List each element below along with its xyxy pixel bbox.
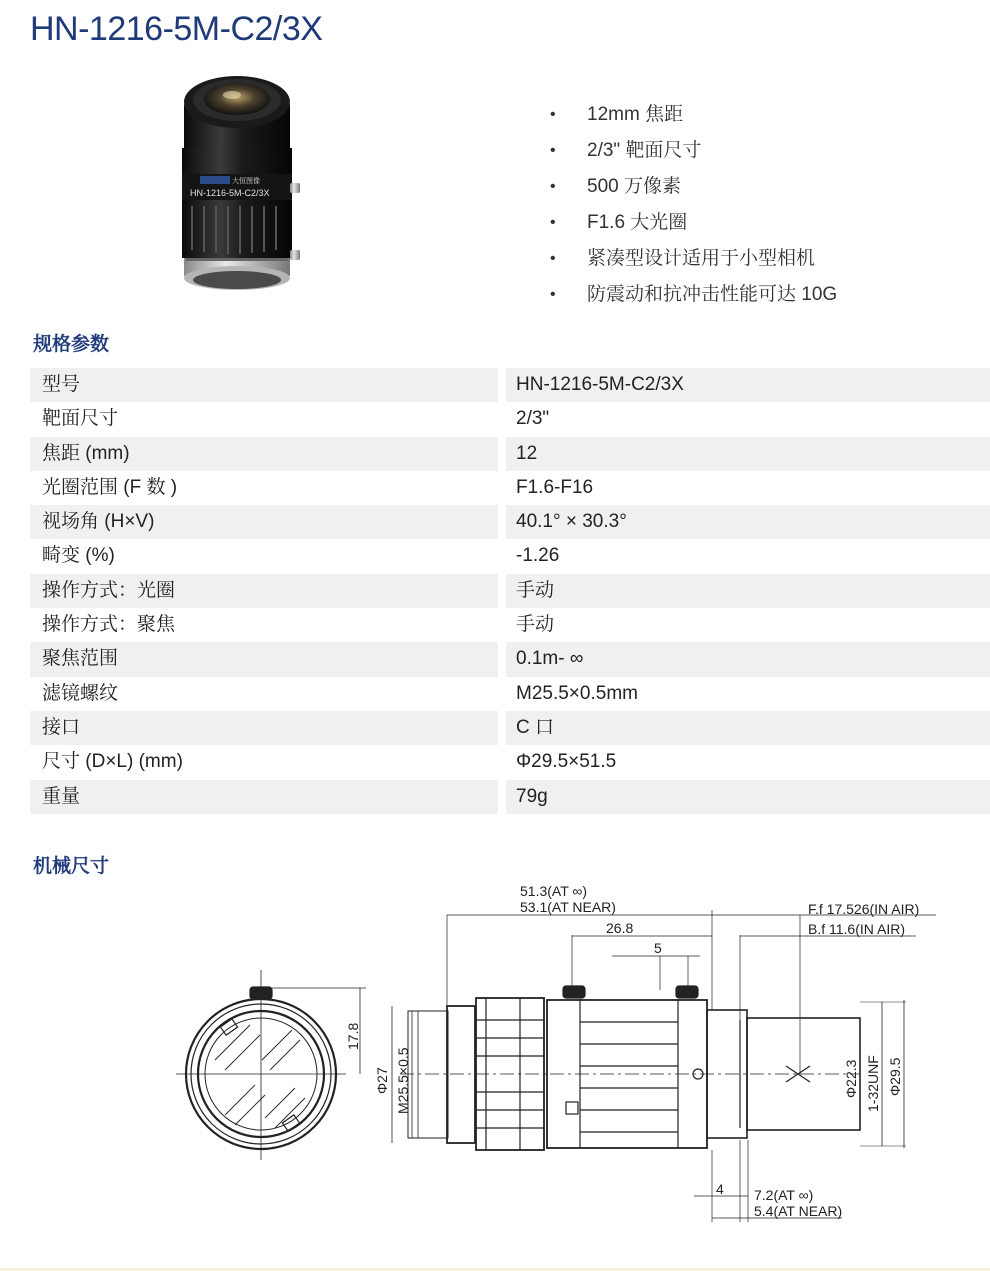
feature-item: • 12mm 焦距 (550, 100, 837, 136)
spec-row (30, 642, 990, 676)
spec-row (30, 539, 990, 573)
spec-row (30, 780, 990, 814)
dim-total-near: 53.1(AT NEAR) (520, 899, 616, 915)
spec-value: C 口 (506, 711, 990, 745)
spec-value: 2/3" (516, 408, 550, 430)
spec-row (30, 745, 990, 779)
spec-table (30, 368, 990, 814)
feature-item: • F1.6 大光圈 (550, 208, 837, 244)
dim-filter-thread: M25.5×0.5 (395, 1047, 411, 1114)
dim-17-8: 17.8 (345, 1022, 361, 1050)
spec-row (30, 608, 990, 642)
dim-front-focal: F.f 17.526(IN AIR) (808, 901, 920, 917)
dim-4: 4 (716, 1181, 724, 1197)
lens-product-image (172, 68, 302, 300)
spec-value: 79g (506, 780, 990, 814)
spec-key: 操作方式：聚焦 (42, 614, 176, 636)
dim-bottom-near: 5.4(AT NEAR) (754, 1203, 843, 1219)
spec-row (30, 471, 990, 505)
spec-row (30, 574, 990, 608)
spec-key: 尺寸 (D×L) (mm) (42, 751, 183, 773)
spec-row (30, 711, 990, 745)
feature-item: • 紧凑型设计适用于小型相机 (550, 244, 837, 280)
spec-key: 焦距 (mm) (30, 437, 498, 471)
spec-key: 接口 (30, 711, 498, 745)
spec-key: 操作方式：光圈 (30, 574, 498, 608)
spec-value: F1.6-F16 (516, 476, 594, 498)
spec-value: 手动 (516, 614, 555, 636)
spec-key: 重量 (30, 780, 498, 814)
spec-value: 12 (506, 437, 990, 471)
spec-row (30, 402, 990, 436)
spec-value: 0.1m- ∞ (506, 642, 990, 676)
feature-list (550, 100, 837, 316)
dim-total-far: 51.3(AT ∞) (520, 883, 588, 899)
mechanical-section-title: 机械尺寸 (33, 856, 110, 877)
spec-row (30, 677, 990, 711)
feature-item: • 2/3" 靶面尺寸 (550, 136, 837, 172)
spec-key: 滤镜螺纹 (42, 682, 119, 704)
product-title: HN-1216-5M-C2/3X (30, 10, 323, 48)
spec-key: 视场角 (H×V) (30, 505, 498, 539)
spec-key: 聚焦范围 (30, 642, 498, 676)
spec-value: -1.26 (516, 545, 560, 567)
dim-phi-22-3: Φ22.3 (843, 1059, 859, 1098)
spec-key: 畸变 (%) (42, 545, 115, 567)
dim-phi-27: Φ27 (374, 1067, 390, 1094)
mechanical-drawing (0, 870, 990, 1230)
dim-bottom-far: 7.2(AT ∞) (754, 1187, 814, 1203)
spec-key: 光圈范围 (F 数 ) (42, 476, 178, 498)
spec-value: M25.5×0.5mm (516, 682, 638, 704)
spec-key: 靶面尺寸 (42, 408, 119, 430)
spec-value: HN-1216-5M-C2/3X (506, 368, 990, 402)
spec-row (30, 505, 990, 539)
lens-brand-label: 大恒图像 (232, 178, 260, 185)
spec-row (30, 368, 990, 402)
feature-item: • 500 万像素 (550, 172, 837, 208)
feature-item: • 防震动和抗冲击性能可达 10G (550, 280, 837, 316)
spec-key: 型号 (30, 368, 498, 402)
dim-mount-thread: 1-32UNF (865, 1055, 881, 1112)
dim-5: 5 (654, 940, 662, 956)
spec-row (30, 437, 990, 471)
dim-back-focal: B.f 11.6(IN AIR) (808, 921, 905, 937)
dim-phi-29-5: Φ29.5 (887, 1057, 903, 1096)
spec-value: Φ29.5×51.5 (516, 751, 617, 773)
spec-value: 40.1° × 30.3° (506, 505, 990, 539)
dim-26-8: 26.8 (606, 920, 634, 936)
specs-section-title: 规格参数 (33, 334, 110, 355)
lens-model-label: HN-1216-5M-C2/3X (190, 188, 270, 198)
spec-value: 手动 (506, 574, 990, 608)
